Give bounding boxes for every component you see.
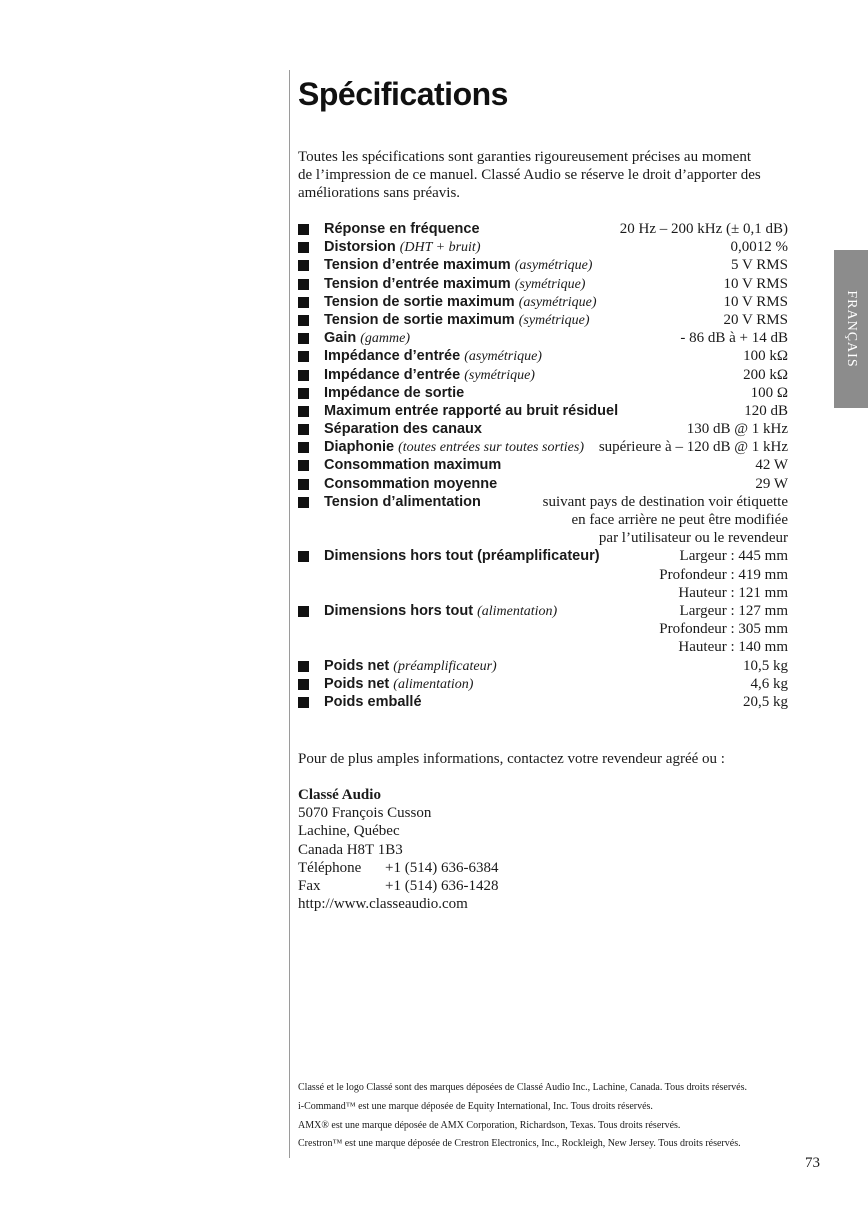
spec-label-text: Distorsion [324, 239, 396, 256]
spec-label-text: Maximum entrée rapporté au bruit résiduel [324, 402, 619, 419]
spec-row [298, 493, 788, 548]
spec-value: Profondeur : 419 mm [659, 566, 788, 583]
spec-row [298, 384, 788, 402]
spec-value: Largeur : 445 mm [679, 548, 788, 565]
spec-qualifier: (asymétrique) [518, 294, 597, 310]
spec-value: en face arrière ne peut être modifiée [571, 512, 788, 528]
contact-intro: Pour de plus amples informations, contactez votre revendeur agréé ou : [298, 751, 725, 767]
spec-row [298, 238, 788, 256]
spec-row [298, 293, 788, 311]
bullet-square-icon [298, 315, 309, 326]
bullet-square-icon [298, 297, 309, 308]
spec-value: 42 W [755, 457, 788, 474]
fax-label: Fax [298, 878, 321, 895]
website-link[interactable]: http://www.classeaudio.com [298, 896, 468, 913]
spec-label-text: Tension d’alimentation [324, 493, 481, 510]
spec-row [298, 547, 788, 602]
bullet-square-icon [298, 697, 309, 708]
spec-value: 200 kΩ [743, 366, 788, 383]
spec-value: Hauteur : 121 mm [678, 584, 788, 601]
spec-qualifier: (gamme) [360, 331, 411, 347]
spec-label [324, 693, 422, 711]
spec-label-text: Impédance d’entrée [324, 348, 461, 365]
spec-value: 100 kΩ [743, 348, 788, 365]
spec-row [298, 438, 788, 456]
spec-qualifier: (alimentation) [393, 676, 474, 692]
spec-value: 130 dB @ 1 kHz [686, 421, 788, 438]
spec-label-text: Dimensions hors tout [324, 602, 474, 619]
bullet-square-icon [298, 661, 309, 672]
intro-line: de l’impression de ce manuel. Classé Audio se réserve le droit d’apporter des [298, 167, 761, 183]
spec-row [298, 693, 788, 711]
bullet-square-icon [298, 497, 309, 508]
spec-label [324, 220, 480, 238]
spec-label [324, 420, 482, 438]
language-tab [834, 250, 868, 408]
spec-row [298, 366, 788, 384]
page-title: Spécifications [298, 76, 508, 112]
bullet-square-icon [298, 442, 309, 453]
spec-label-text: Séparation des canaux [324, 421, 482, 438]
spec-label-text: Dimensions hors tout (préamplificateur) [324, 548, 600, 565]
page-number: 73 [805, 1155, 820, 1171]
phone-line [298, 859, 498, 877]
spec-label-text: Tension d’entrée maximum [324, 257, 511, 274]
spec-label-text: Poids net [324, 675, 390, 692]
spec-row [298, 402, 788, 420]
contact-address [298, 786, 498, 913]
spec-row [298, 456, 788, 474]
spec-label-text: Poids emballé [324, 693, 422, 710]
fax-number: +1 (514) 636-1428 [385, 878, 499, 895]
spec-label-text: Tension de sortie maximum [324, 311, 515, 328]
spec-label-text: Gain [324, 330, 357, 347]
spec-label [324, 311, 590, 330]
spec-label [324, 675, 473, 694]
spec-value: 10,5 kg [743, 657, 788, 674]
spec-row [298, 256, 788, 274]
bullet-square-icon [298, 424, 309, 435]
spec-value: 0,0012 % [730, 239, 788, 256]
spec-label [324, 438, 584, 457]
spec-row [298, 347, 788, 365]
spec-value: 4,6 kg [750, 675, 788, 692]
trademark-line: i-Command™ est une marque déposée de Equity International, Inc. Tous droits réservés. [298, 1100, 653, 1112]
bullet-square-icon [298, 460, 309, 471]
bullet-square-icon [298, 406, 309, 417]
spec-row [298, 311, 788, 329]
spec-label [324, 493, 481, 511]
spec-qualifier: (DHT + bruit) [399, 240, 481, 256]
spec-label-text: Tension d’entrée maximum [324, 275, 511, 292]
spec-label [324, 475, 497, 493]
spec-value: 10 V RMS [723, 293, 788, 310]
trademark-line: Classé et le logo Classé sont des marques déposées de Classé Audio Inc., Lachine, Canada. Tous droits réservés. [298, 1082, 748, 1093]
spec-label [324, 329, 410, 348]
spec-label-text: Réponse en fréquence [324, 221, 480, 237]
spec-value: par l’utilisateur ou le revendeur [598, 530, 788, 547]
intro-line: améliorations sans préavis. [298, 185, 461, 201]
spec-label [324, 238, 481, 257]
spec-value: - 86 dB à + 14 dB [680, 330, 788, 347]
trademark-line: AMX® est une marque déposée de AMX Corporation, Richardson, Texas. Tous droits réservés. [298, 1119, 681, 1131]
address-city: Lachine, Québec [298, 823, 400, 840]
spec-label-text: Consommation moyenne [324, 475, 498, 492]
intro-paragraph [298, 148, 778, 202]
spec-value: 29 W [755, 475, 788, 492]
spec-value: Profondeur : 305 mm [659, 621, 788, 638]
spec-qualifier: (symétrique) [464, 367, 535, 383]
spec-label [324, 602, 557, 621]
spec-qualifier: (symétrique) [518, 312, 590, 328]
spec-value: supérieure à – 120 dB @ 1 kHz [598, 439, 788, 456]
bullet-square-icon [298, 224, 309, 235]
trademark-line: Crestron™ est une marque déposée de Crestron Electronics, Inc., Rockleigh, New Jersey. Tous droits réservés. [298, 1138, 741, 1150]
spec-label-text: Impédance de sortie [324, 384, 465, 401]
spec-value: Largeur : 127 mm [679, 602, 788, 619]
spec-qualifier: (toutes entrées sur toutes sorties) [398, 440, 584, 456]
spec-row [298, 275, 788, 293]
spec-qualifier: (symétrique) [514, 276, 586, 292]
spec-qualifier: (alimentation) [477, 603, 558, 619]
spec-qualifier: (préamplificateur) [393, 658, 497, 674]
spec-row [298, 220, 788, 238]
bullet-square-icon [298, 260, 309, 271]
spec-value: 120 dB [744, 402, 788, 419]
trademark-notices [298, 1079, 747, 1154]
spec-label-text: Consommation maximum [324, 457, 502, 474]
spec-label [324, 384, 464, 402]
bullet-square-icon [298, 606, 309, 617]
spec-label [324, 256, 592, 275]
bullet-square-icon [298, 479, 309, 490]
vertical-rule [289, 70, 290, 1158]
spec-label-text: Tension de sortie maximum [324, 293, 515, 310]
language-tab-label: FRANÇAIS [844, 290, 859, 368]
spec-row [298, 329, 788, 347]
phone-label: Téléphone [298, 859, 362, 876]
bullet-square-icon [298, 279, 309, 290]
bullet-square-icon [298, 551, 309, 562]
spec-row [298, 675, 788, 693]
bullet-square-icon [298, 333, 309, 344]
spec-value: 5 V RMS [731, 257, 788, 274]
spec-value: 20,5 kg [743, 693, 788, 710]
spec-qualifier: (asymétrique) [514, 258, 593, 274]
spec-value: 100 Ω [750, 384, 788, 401]
spec-label [324, 275, 585, 294]
intro-line: Toutes les spécifications sont garanties rigoureusement précises au moment [298, 149, 751, 165]
spec-label [324, 547, 600, 565]
bullet-square-icon [298, 388, 309, 399]
spec-qualifier: (asymétrique) [464, 349, 542, 365]
spec-label [324, 347, 542, 366]
spec-row [298, 475, 788, 493]
spec-label-text: Poids net [324, 657, 390, 674]
spec-value: Hauteur : 140 mm [678, 639, 788, 656]
fax-line [298, 877, 498, 895]
specifications-list [298, 220, 788, 711]
bullet-square-icon [298, 351, 309, 362]
spec-label-text: Diaphonie [324, 439, 395, 456]
bullet-square-icon [298, 370, 309, 381]
spec-value: 20 V RMS [723, 311, 788, 328]
spec-label [324, 293, 597, 312]
spec-label [324, 402, 618, 420]
address-street: 5070 François Cusson [298, 805, 432, 822]
spec-row [298, 420, 788, 438]
spec-label [324, 366, 535, 385]
spec-row [298, 602, 788, 657]
spec-label-text: Impédance d’entrée [324, 366, 461, 383]
bullet-square-icon [298, 679, 309, 690]
spec-value: suivant pays de destination voir étiquette [542, 493, 788, 510]
phone-number: +1 (514) 636-6384 [385, 859, 499, 876]
bullet-square-icon [298, 242, 309, 253]
spec-value: 20 Hz – 200 kHz (± 0,1 dB) [619, 221, 788, 237]
spec-row [298, 657, 788, 675]
spec-value: 10 V RMS [723, 275, 788, 292]
spec-label [324, 456, 501, 474]
company-name: Classé Audio [298, 787, 381, 803]
spec-label [324, 657, 497, 676]
address-country: Canada H8T 1B3 [298, 841, 403, 858]
